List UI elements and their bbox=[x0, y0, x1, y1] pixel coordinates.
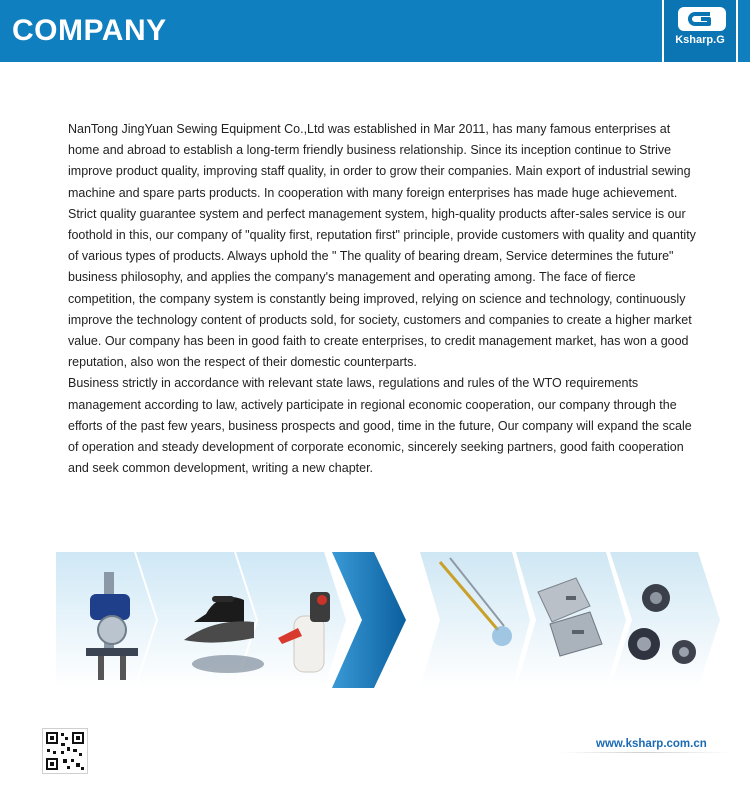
brand-logo[interactable] bbox=[662, 0, 738, 62]
qr-code-icon[interactable] bbox=[42, 728, 88, 774]
website-link[interactable]: www.ksharp.com.cn bbox=[596, 738, 707, 750]
description-paragraph: NanTong JingYuan Sewing Equipment Co.,Ltd was established in Mar 2011, has many famous enterprises at home and abroad to establish a long-term friendly business relationship. Since its inception continue to Strive improve product quality, improving staff quality, in order to grow their companies. Main export of industrial sewing machine and spare parts products. In cooperation with many foreign enterprises has made huge achievement. Strict quality guarantee system and perfect management system, high-quality products after-sales service is our foothold in this, our company of "quality first, reputation first" principle, provide customers with quality and quantity of various types of products. Always uphold the " The quality of bearing dream, Service determines the future" business philosophy, and applies the company's management and operating among. The face of fierce competition, the company system is constantly being improved, relying on science and technology, continuously improve the technology content of products sold, for society, customers and companies to create a higher market value. Our company has been in good faith to create enterprises, to credit management market, has won a good reputation, also won the respect of their domestic counterparts. bbox=[68, 122, 696, 370]
page-title: COMPANY bbox=[12, 14, 167, 47]
ksharp-logo-icon bbox=[677, 6, 727, 32]
brand-logo-label: Ksharp.G bbox=[675, 34, 725, 46]
product-banner-machines bbox=[56, 552, 406, 688]
product-banner-parts bbox=[420, 552, 720, 688]
company-description bbox=[68, 119, 698, 479]
header-bar bbox=[0, 0, 750, 62]
header-edge bbox=[738, 0, 750, 62]
description-paragraph: Business strictly in accordance with relevant state laws, regulations and rules of the WTO requirements management according to law, actively participate in regional economic cooperation, our company through the efforts of the past few years, business prospects and good, time in the future, Our company will expand the scale of operation and steady development of corporate economic, sincerely seeking partners, good faith cooperation and seek common development, writing a new chapter. bbox=[68, 376, 692, 476]
footer-divider bbox=[560, 752, 730, 753]
